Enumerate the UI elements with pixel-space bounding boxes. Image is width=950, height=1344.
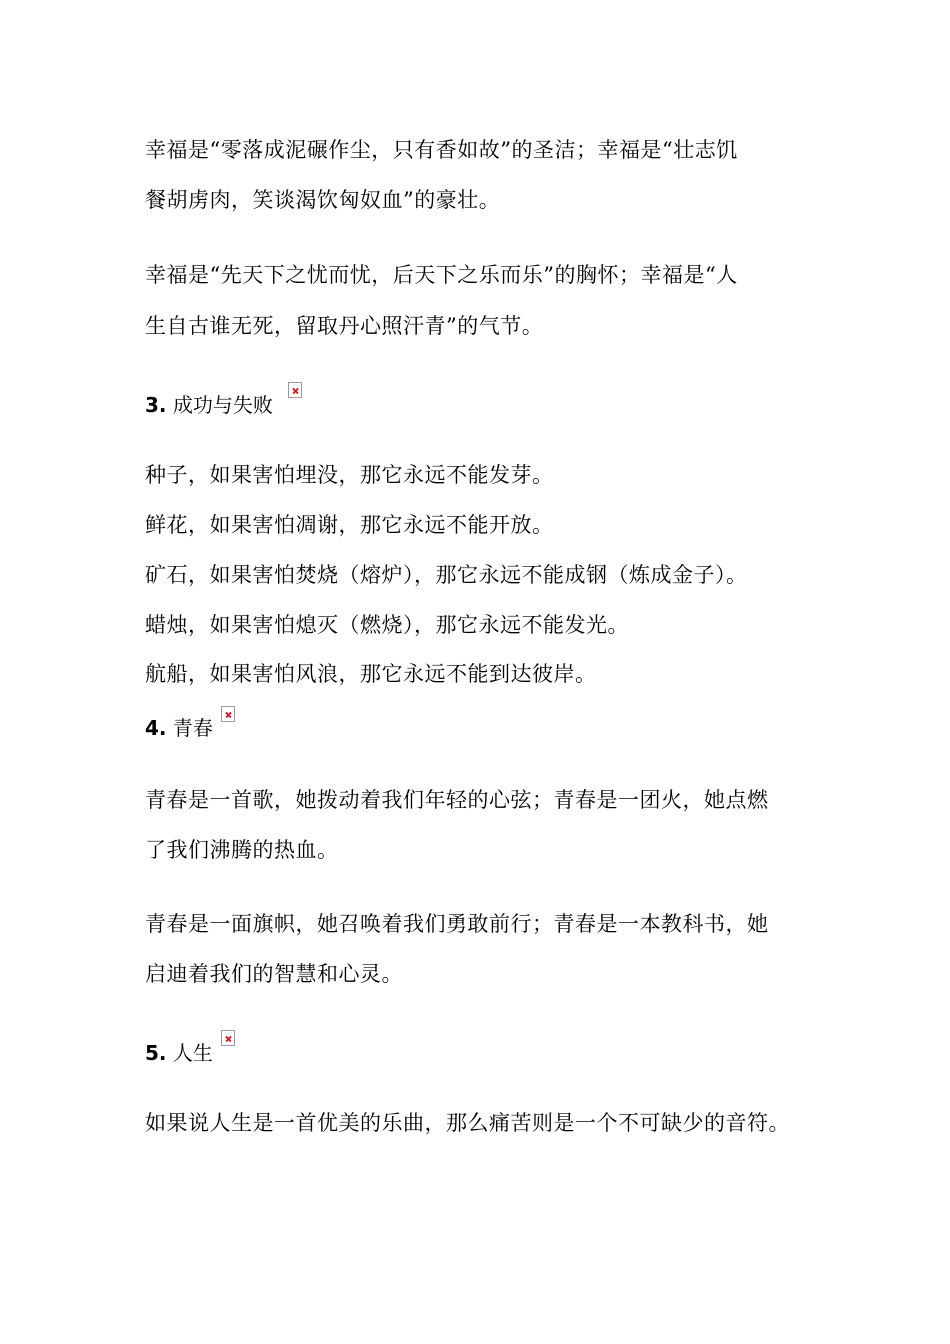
section-number: 3. [145,393,167,417]
youth-paragraph-1-line-2: 了我们沸腾的热血。 [145,838,339,862]
section-heading-life [145,1039,213,1067]
success-line: 鲜花，如果害怕凋谢，那它永远不能开放。 [145,513,554,537]
youth-paragraph-1-line-1: 青春是一首歌，她拨动着我们年轻的心弦；青春是一团火，她点燃 [145,788,769,812]
broken-image-icon [288,382,302,398]
broken-image-icon [221,1030,235,1046]
happiness-paragraph-1-line-1: 幸福是“零落成泥碾作尘，只有香如故”的圣洁；幸福是“壮志饥 [145,138,738,162]
success-line: 蜡烛，如果害怕熄灭（燃烧），那它永远不能发光。 [145,613,629,637]
section-title: 人生 [172,1041,213,1065]
section-title: 成功与失败 [172,393,273,417]
success-line: 矿石，如果害怕焚烧（熔炉），那它永远不能成钢（炼成金子）。 [145,563,748,587]
youth-paragraph-2-line-2: 启迪着我们的智慧和心灵。 [145,962,403,986]
happiness-paragraph-2-line-1: 幸福是“先天下之忧而忧，后天下之乐而乐”的胸怀；幸福是“人 [145,263,738,287]
happiness-paragraph-1-line-2: 餐胡虏肉，笑谈渴饮匈奴血”的豪壮。 [145,188,501,212]
success-line: 航船，如果害怕风浪，那它永远不能到达彼岸。 [145,662,597,686]
broken-image-icon [221,706,235,722]
section-title: 青春 [172,716,213,740]
happiness-paragraph-2-line-2: 生自古谁无死，留取丹心照汗青”的气节。 [145,314,544,338]
youth-paragraph-2-line-1: 青春是一面旗帜，她召唤着我们勇敢前行；青春是一本教科书，她 [145,912,769,936]
success-line: 种子，如果害怕埋没，那它永远不能发芽。 [145,463,554,487]
section-heading-youth [145,714,213,742]
section-number: 5. [145,1041,167,1065]
section-heading-success [145,391,273,419]
life-paragraph-line-1: 如果说人生是一首优美的乐曲，那么痛苦则是一个不可缺少的音符。 [145,1111,790,1135]
section-number: 4. [145,716,167,740]
